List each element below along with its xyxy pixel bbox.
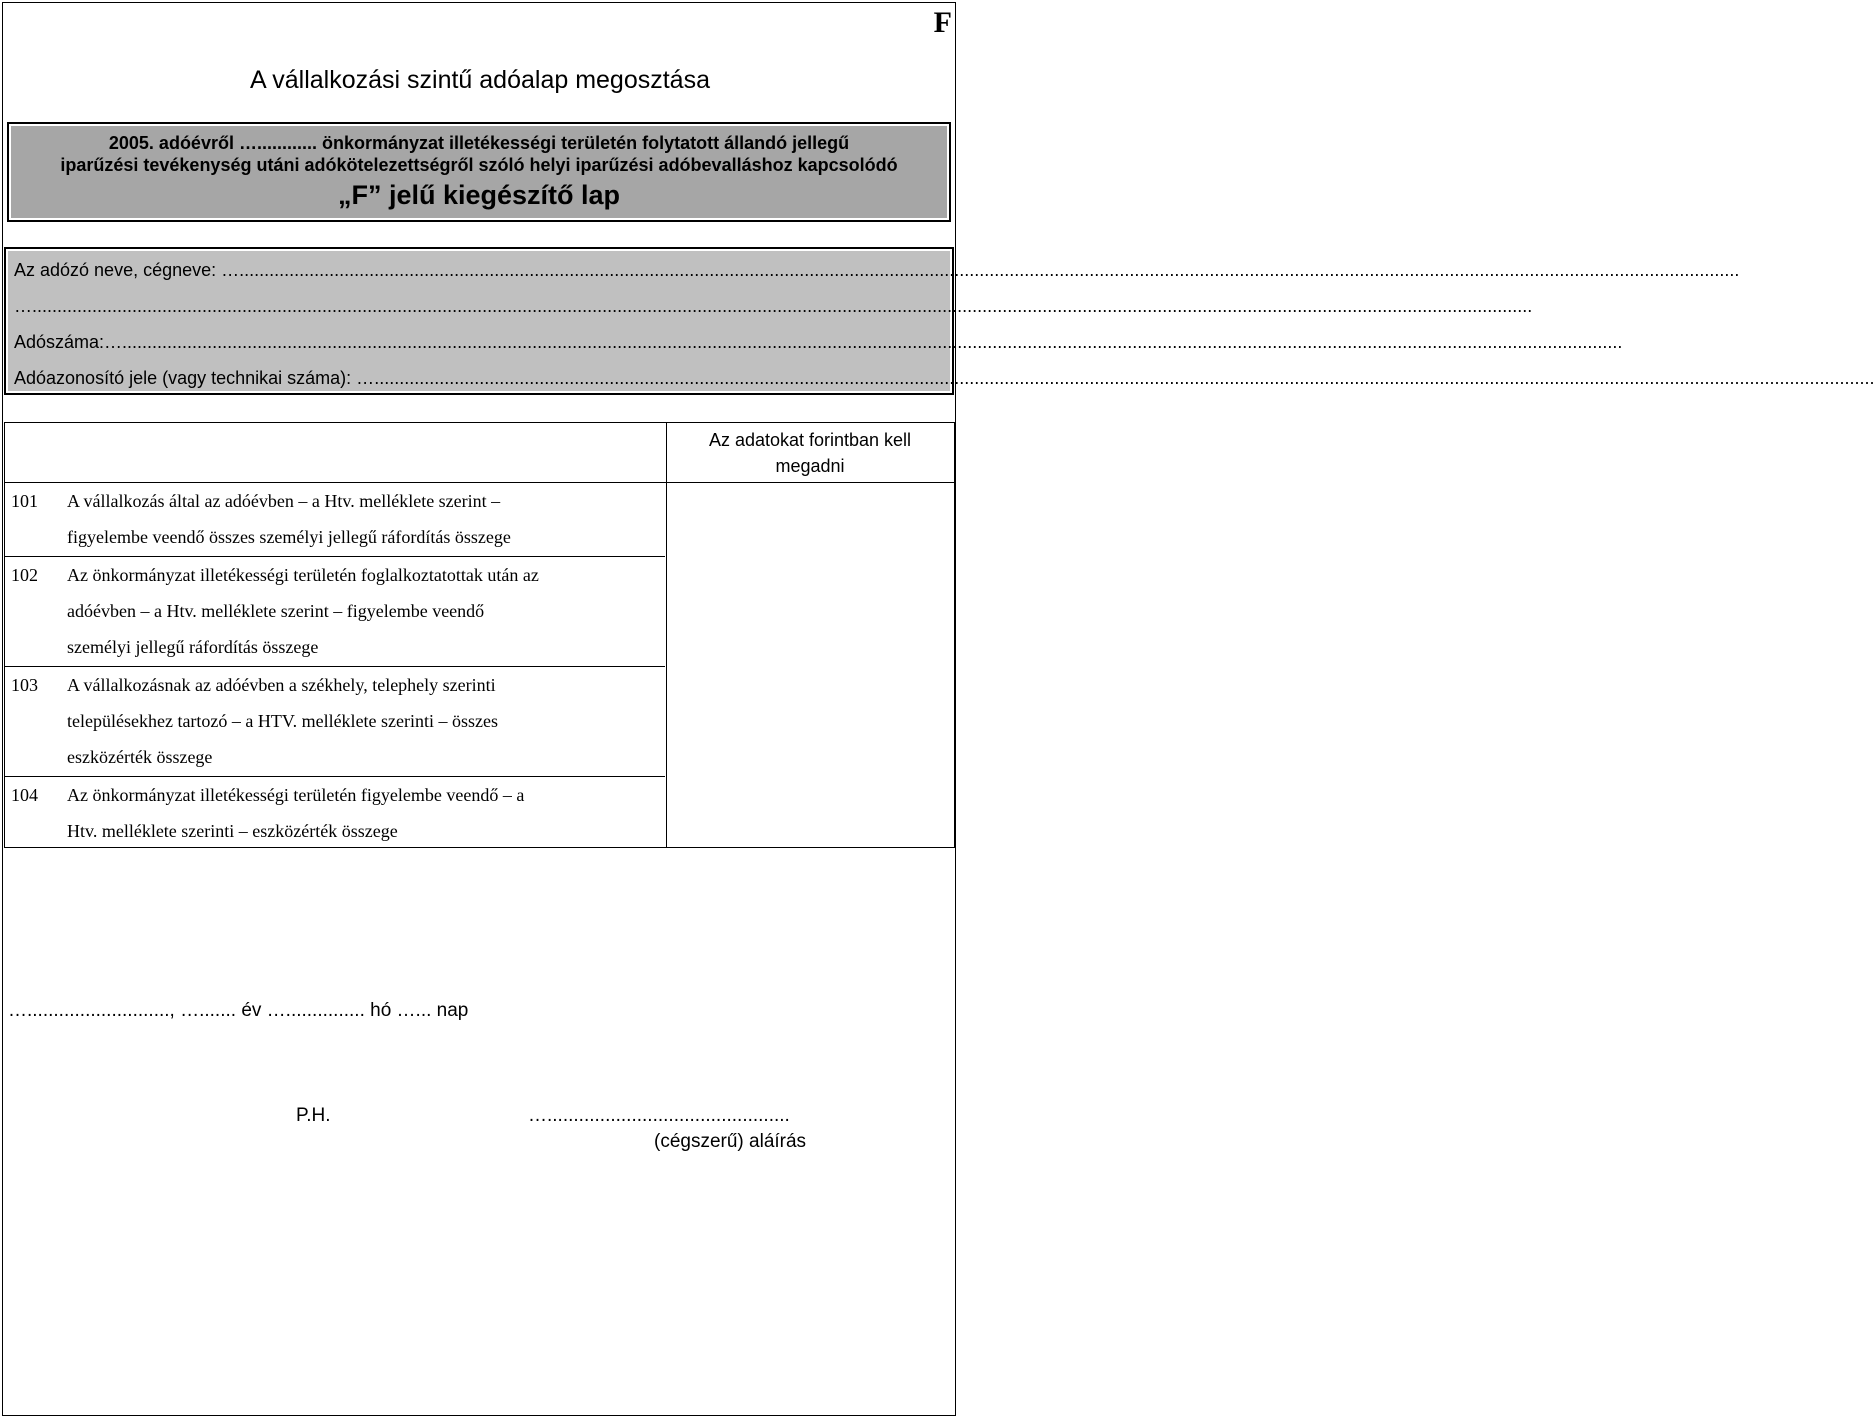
row-101-line-2: figyelembe veendő összes személyi jellegű ráfordítás összege — [67, 527, 511, 547]
row-102-line-3: személyi jellegű ráfordítás összege — [67, 637, 319, 657]
taxpayer-name-cont-label: … — [14, 296, 32, 316]
date-place-line[interactable]: …..........................., …....... év …............... hó …... nap — [8, 1000, 469, 1021]
page-title: A vállalkozási szintű adóalap megosztása — [250, 66, 710, 94]
row-103-line-1: A vállalkozásnak az adóévben a székhely, telephely szerinti — [67, 675, 496, 695]
form-header-box — [7, 122, 951, 222]
stamp-placeholder: P.H. — [296, 1105, 331, 1126]
row-103-line-3: eszközérték összege — [67, 747, 213, 767]
data-table — [4, 422, 955, 848]
column-divider — [666, 423, 667, 847]
form-header-shade — [11, 126, 947, 218]
tax-id-field[interactable] — [14, 363, 1874, 393]
taxpayer-box — [4, 247, 1874, 395]
taxpayer-name-field[interactable] — [14, 255, 1740, 285]
tax-id-label: Adóazonosító jele (vagy technikai száma): … — [14, 368, 375, 388]
row-text-102 — [67, 557, 659, 665]
row-text-104 — [67, 777, 659, 849]
tax-number-label: Adószáma:… — [14, 332, 123, 352]
row-code-103: 103 — [11, 675, 38, 695]
header-line-1: 2005. adóévről …............ önkormányzat illetékességi területén folytatott állandó jellegű — [108, 133, 850, 153]
form-letter: F — [933, 6, 952, 39]
header-line-2: iparűzési tevékenység utáni adókötelezettségről szóló helyi iparűzési adóbevalláshoz kapcsolódó — [60, 155, 898, 175]
header-subtitle: „F” jelű kiegészítő lap — [337, 180, 621, 210]
row-text-103 — [67, 667, 659, 775]
row-101-line-1: A vállalkozás által az adóévben – a Htv. melléklete szerint – — [67, 491, 501, 511]
row-104-line-1: Az önkormányzat illetékességi területén figyelembe veendő – a — [67, 785, 525, 805]
dot-leader: ............................................................................................................................................................................................................................................................................................................ — [32, 296, 1533, 316]
signature-label: (cégszerű) aláírás — [654, 1131, 807, 1152]
dot-leader: ............................................................................................................................................................................................................................................................................................................ — [374, 368, 1874, 388]
row-102-line-1: Az önkormányzat illetékességi területén foglalkoztatottak után az — [67, 565, 539, 585]
taxpayer-name-label: Az adózó neve, cégneve: … — [14, 260, 240, 280]
taxpayer-shade — [8, 251, 1874, 391]
taxpayer-name-continuation[interactable] — [14, 291, 1533, 321]
row-code-102: 102 — [11, 565, 38, 585]
row-code-104: 104 — [11, 785, 38, 805]
unit-note: Az adatokat forintban kell megadni — [708, 430, 912, 476]
row-102-line-2: adóévben – a Htv. melléklete szerint – figyelembe veendő — [67, 601, 485, 621]
row-103-line-2: településekhez tartozó – a HTV. melléklete szerinti – összes — [67, 711, 499, 731]
row-104-line-2: Htv. melléklete szerinti – eszközérték összege — [67, 821, 398, 841]
dot-leader: ............................................................................................................................................................................................................................................................................................................ — [122, 332, 1623, 352]
tax-number-field[interactable] — [14, 327, 1623, 357]
row-code-101: 101 — [11, 491, 38, 511]
row-text-101 — [67, 483, 659, 555]
signature-line[interactable]: ….............................................. — [528, 1105, 790, 1126]
dot-leader: ............................................................................................................................................................................................................................................................................................................ — [239, 260, 1740, 280]
